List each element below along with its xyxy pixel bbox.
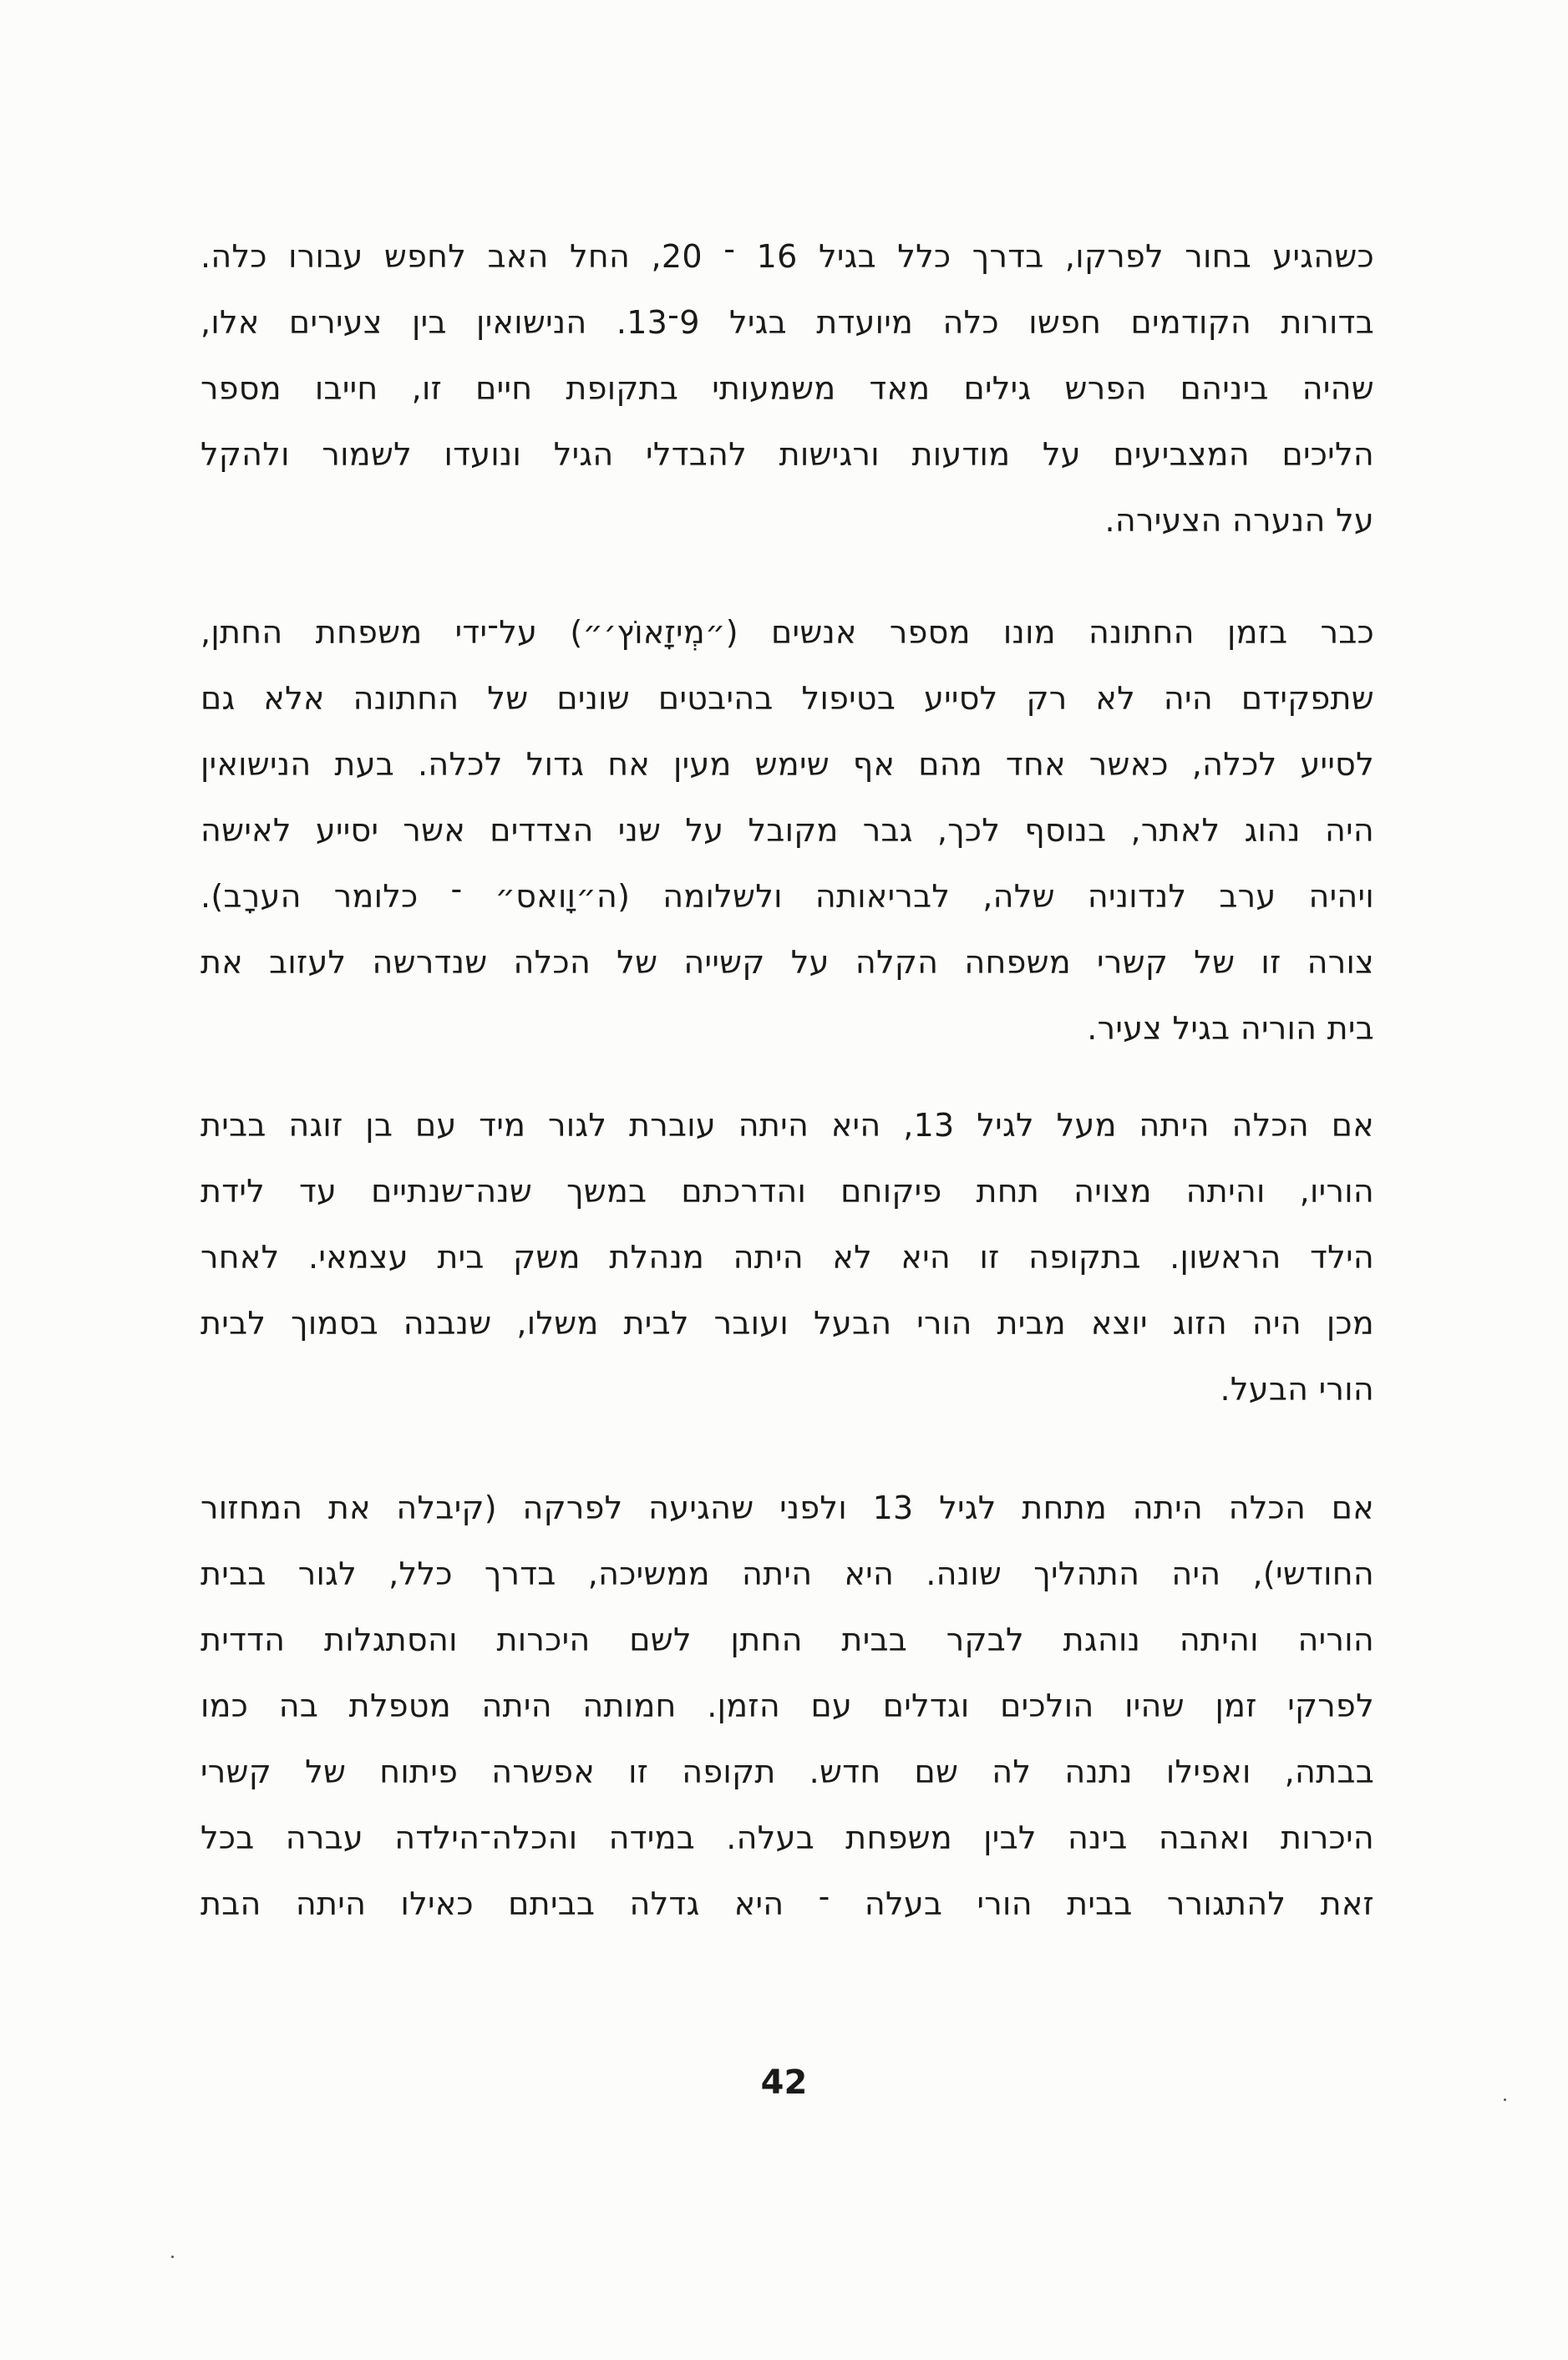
text-line: בדורות הקודמים חפשו כלה מיועדת בגיל 9־13. הנישואין בין צעירים אלו,	[200, 304, 1374, 341]
text-line: שתפקידם היה לא רק לסייע בטיפול בהיבטים שונים של החתונה אלא גם	[200, 680, 1374, 717]
paragraph-1	[200, 224, 1374, 554]
text-line: היכרות ואהבה בינה לבין משפחת בעלה. במידה והכלה־הילדה עברה בכל	[200, 1819, 1374, 1856]
text-line: בית הוריה בגיל צעיר.	[1087, 1010, 1374, 1047]
text-line: הורי הבעל.	[1220, 1371, 1374, 1408]
text-line: ויהיה ערב לנדוניה שלה, לבריאותה ולשלומה (ה״וָואס״ ־ כלומר הערָב).	[200, 878, 1374, 915]
paragraph-4	[200, 1475, 1374, 1937]
text-line: החודשי), היה התהליך שונה. היא היתה ממשיכה, בדרך כלל, לגור בבית	[200, 1556, 1374, 1592]
text-line: הילד הראשון. בתקופה זו היא לא היתה מנהלת משק בית עצמאי. לאחר	[200, 1239, 1374, 1276]
paragraph-3	[200, 1093, 1374, 1423]
text-line: בבתה, ואפילו נתנה לה שם חדש. תקופה זו אפשרה פיתוח של קשרי	[200, 1754, 1374, 1790]
text-line: הליכים המצביעים על מודעות ורגישות להבדלי הגיל ונועדו לשמור ולהקל	[200, 436, 1374, 473]
text-line: כבר בזמן החתונה מונו מספר אנשים (״מְיזָאוֹץ׳״) על־ידי משפחת החתן,	[200, 614, 1374, 651]
text-line: זאת להתגורר בבית הורי בעלה ־ היא גדלה בביתם כאילו היתה הבת	[200, 1885, 1374, 1922]
text-line: הוריו, והיתה מצויה תחת פיקוחם והדרכתם במשך שנה־שנתיים עד לידת	[200, 1173, 1374, 1210]
text-line: שהיה ביניהם הפרש גילים מאד משמעותי בתקופת חיים זו, חייבו מספר	[200, 370, 1374, 407]
text-line: לפרקי זמן שהיו הולכים וגדלים עם הזמן. חמותה היתה מטפלת בה כמו	[200, 1688, 1374, 1724]
page-number: 42	[760, 2063, 808, 2102]
text-line: על הנערה הצעירה.	[1104, 502, 1374, 539]
text-line: אם הכלה היתה מעל לגיל 13, היא היתה עוברת לגור מיד עם בן זוגה בבית	[200, 1107, 1374, 1144]
text-line: כשהגיע בחור לפרקו, בדרך כלל בגיל 16 ־ 20, החל האב לחפש עבורו כלה.	[200, 238, 1374, 275]
paper-speck	[171, 2256, 174, 2258]
paper-speck	[1504, 2099, 1506, 2101]
text-line: הוריה והיתה נוהגת לבקר בבית החתן לשם היכרות והסתגלות הדדית	[200, 1622, 1374, 1658]
text-line: לסייע לכלה, כאשר אחד מהם אף שימש מעין אח גדול לכלה. בעת הנישואין	[200, 746, 1374, 783]
text-line: היה נהוג לאתר, בנוסף לכך, גבר מקובל על שני הצדדים אשר יסייע לאישה	[200, 812, 1374, 849]
text-line: אם הכלה היתה מתחת לגיל 13 ולפני שהגיעה לפרקה (קיבלה את המחזור	[200, 1490, 1374, 1526]
text-line: צורה זו של קשרי משפחה הקלה על קשייה של הכלה שנדרשה לעזוב את	[200, 944, 1374, 981]
text-line: מכן היה הזוג יוצא מבית הורי הבעל ועובר לבית משלו, שנבנה בסמוך לבית	[200, 1305, 1374, 1342]
paragraph-2	[200, 600, 1374, 1062]
